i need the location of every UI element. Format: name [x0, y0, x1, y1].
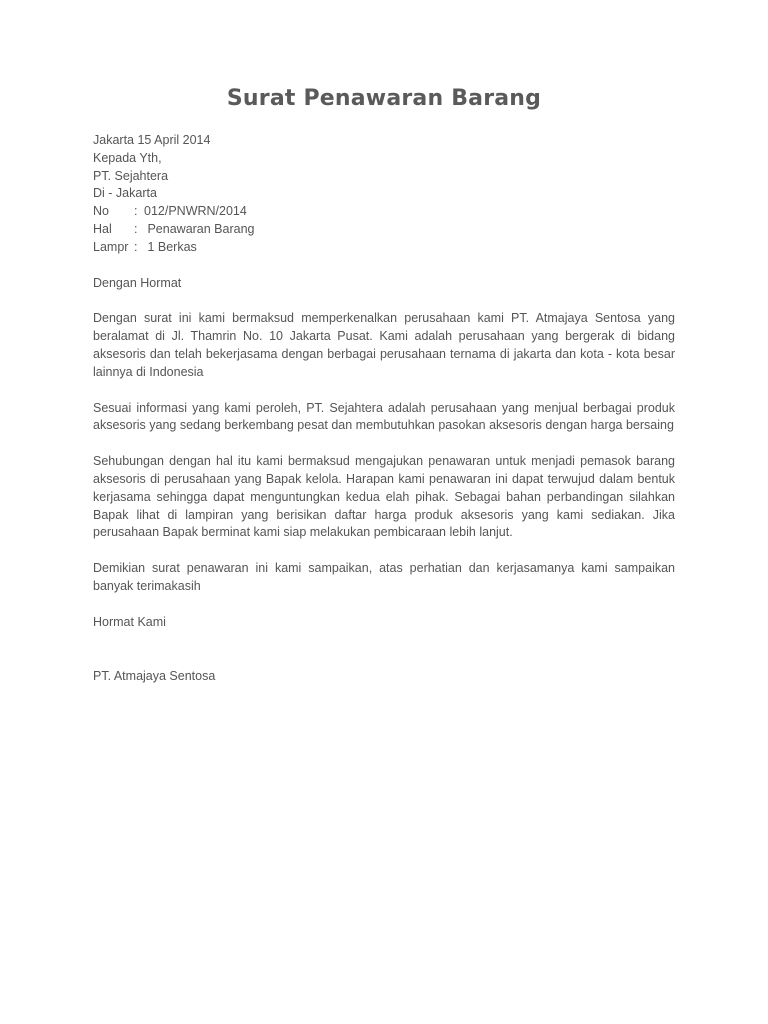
letter-date: Jakarta 15 April 2014: [93, 133, 211, 147]
meta-row-number: [93, 203, 675, 221]
document-title: Surat Penawaran Barang: [226, 86, 542, 111]
meta-label: No: [93, 204, 109, 219]
body-paragraph-4: Demikian surat penawaran ini kami sampaikan, atas perhatian dan kerjasamanya kami sampaikan banyak terimakasih: [93, 561, 675, 593]
meta-value: 012/PNWRN/2014: [144, 204, 247, 219]
meta-colon: :: [134, 221, 138, 236]
meta-value: Penawaran Barang: [144, 221, 255, 236]
body-paragraph-1: Dengan surat ini kami bermaksud memperkenalkan perusahaan kami PT. Atmajaya Sentosa yang beralamat di Jl. Thamrin No. 10 Jakarta Pusat. Kami adalah perusahaan yang bergerak di bidang aksesoris dan telah bekerjasama dengan berbagai perusahaan ternama di jakarta dan kota - kota besar lainnya di Indonesia: [93, 311, 675, 379]
recipient-location: Di - Jakarta: [93, 186, 157, 201]
greeting: Dengan Hormat: [93, 275, 182, 290]
recipient-name: PT. Sejahtera: [93, 168, 169, 183]
meta-colon: :: [134, 204, 138, 219]
meta-label: Lampr: [93, 239, 129, 254]
meta-label: Hal: [93, 221, 112, 236]
recipient-salutation: Kepada Yth,: [93, 150, 162, 165]
meta-row-attachment: [93, 239, 675, 257]
body-paragraph-2: Sesuai informasi yang kami peroleh, PT. Sejahtera adalah perusahaan yang menjual berbagai produk aksesoris yang sedang berkembang pesat dan membutuhkan pasokan aksesoris dengan harga bersaing: [93, 400, 675, 433]
letter-body: [93, 132, 675, 685]
body-paragraph-3: Sehubungan dengan hal itu kami bermaksud mengajukan penawaran untuk menjadi pemasok barang aksesoris di perusahaan yang Bapak kelola. Harapan kami penawaran ini dapat terwujud dalam bentuk kerjasama sehingga dapat menguntungkan kedua elah pihak. Sebagai bahan perbandingan silahkan Bapak lihat di lampiran yang berisikan daftar harga produk aksesoris yang kami sediakan. Jika perusahaan Bapak berminat kami siap melakukan pembicaraan lebih lanjut.: [93, 454, 675, 540]
signature-company: PT. Atmajaya Sentosa: [93, 668, 216, 683]
closing: Hormat Kami: [93, 614, 166, 629]
meta-value: 1 Berkas: [144, 239, 197, 254]
meta-colon: :: [134, 239, 138, 254]
meta-row-subject: [93, 221, 675, 239]
